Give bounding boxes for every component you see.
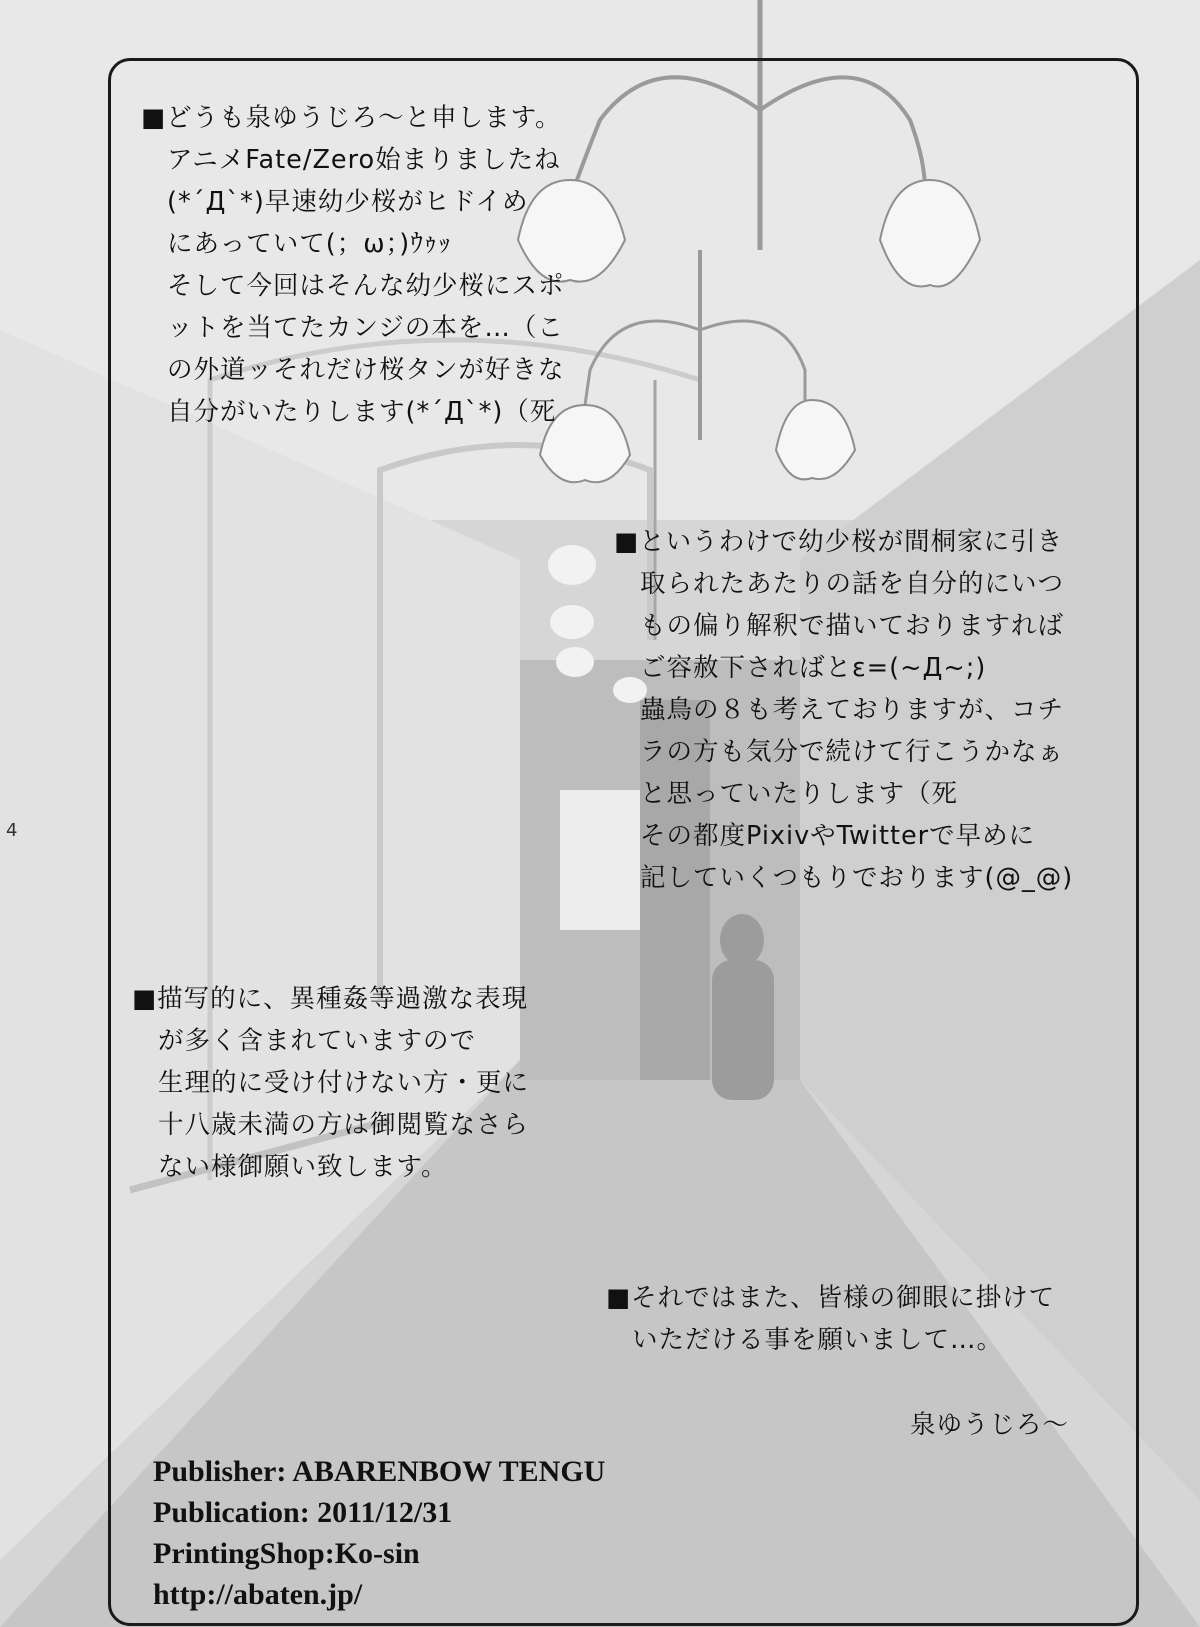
- printing-shop-line: PrintingShop:Ko-sin: [153, 1537, 420, 1570]
- story-note-line: ラの方も気分で続けて行こうかなぁ: [640, 737, 1065, 767]
- greeting-line: 自分がいたりします(*´Д`*)（死: [167, 397, 557, 427]
- warning-line: ■描写的に、異種姦等過激な表現: [132, 984, 529, 1014]
- publisher-line: Publisher: ABARENBOW TENGU: [153, 1455, 606, 1488]
- warning-line: 十八歳未満の方は御閲覧なさら: [158, 1110, 530, 1140]
- story-note-block: [614, 521, 1073, 899]
- story-note-line: ■というわけで幼少桜が間桐家に引き: [614, 527, 1064, 557]
- greeting-line: そして今回はそんな幼少桜にスポ: [167, 271, 565, 301]
- greeting-line: アニメFate/Zero始まりましたね: [167, 145, 561, 175]
- story-note-line: と思っていたりします（死: [640, 779, 959, 809]
- warning-line: が多く含まれていますので: [158, 1026, 477, 1056]
- publication-date-line: Publication: 2011/12/31: [153, 1496, 453, 1529]
- warning-line: ない様御願い致します。: [158, 1152, 448, 1182]
- greeting-line: (*´Д`*)早速幼少桜がヒドイめ: [167, 187, 529, 217]
- story-note-line: ご容赦下さればとε=(~Д~;): [640, 653, 987, 683]
- closing-line: ■それではまた、皆様の御眼に掛けて: [606, 1283, 1056, 1313]
- greeting-line: ■どうも泉ゆうじろ～と申します。: [141, 103, 562, 133]
- story-note-line: もの偏り解釈で描いておりますれば: [640, 611, 1065, 641]
- greeting-line: にあっていて(；ω；)ｳｩｯ: [167, 229, 452, 259]
- greeting-line: ットを当てたカンジの本を…（こ: [167, 313, 564, 343]
- closing-line: いただける事を願いまして…。: [632, 1325, 1004, 1355]
- page-number: 4: [6, 820, 18, 841]
- story-note-line: その都度PixivやTwitterで早めに: [640, 821, 1036, 851]
- content-warning-block: [132, 978, 529, 1188]
- warning-line: 生理的に受け付けない方・更に: [158, 1068, 530, 1098]
- story-note-line: 取られたあたりの話を自分的にいつ: [640, 569, 1065, 599]
- closing-block: [606, 1277, 1055, 1361]
- colophon: [153, 1451, 605, 1615]
- story-note-line: 蟲鳥の８も考えておりますが、コチ: [640, 695, 1065, 725]
- greeting-block: [141, 97, 565, 433]
- website-url: http://abaten.jp/: [153, 1578, 363, 1611]
- author-signature: 泉ゆうじろ～: [910, 1410, 1070, 1440]
- story-note-line: 記していくつもりでおります(@_@): [640, 863, 1074, 893]
- greeting-line: の外道ッそれだけ桜タンが好きな: [167, 355, 565, 385]
